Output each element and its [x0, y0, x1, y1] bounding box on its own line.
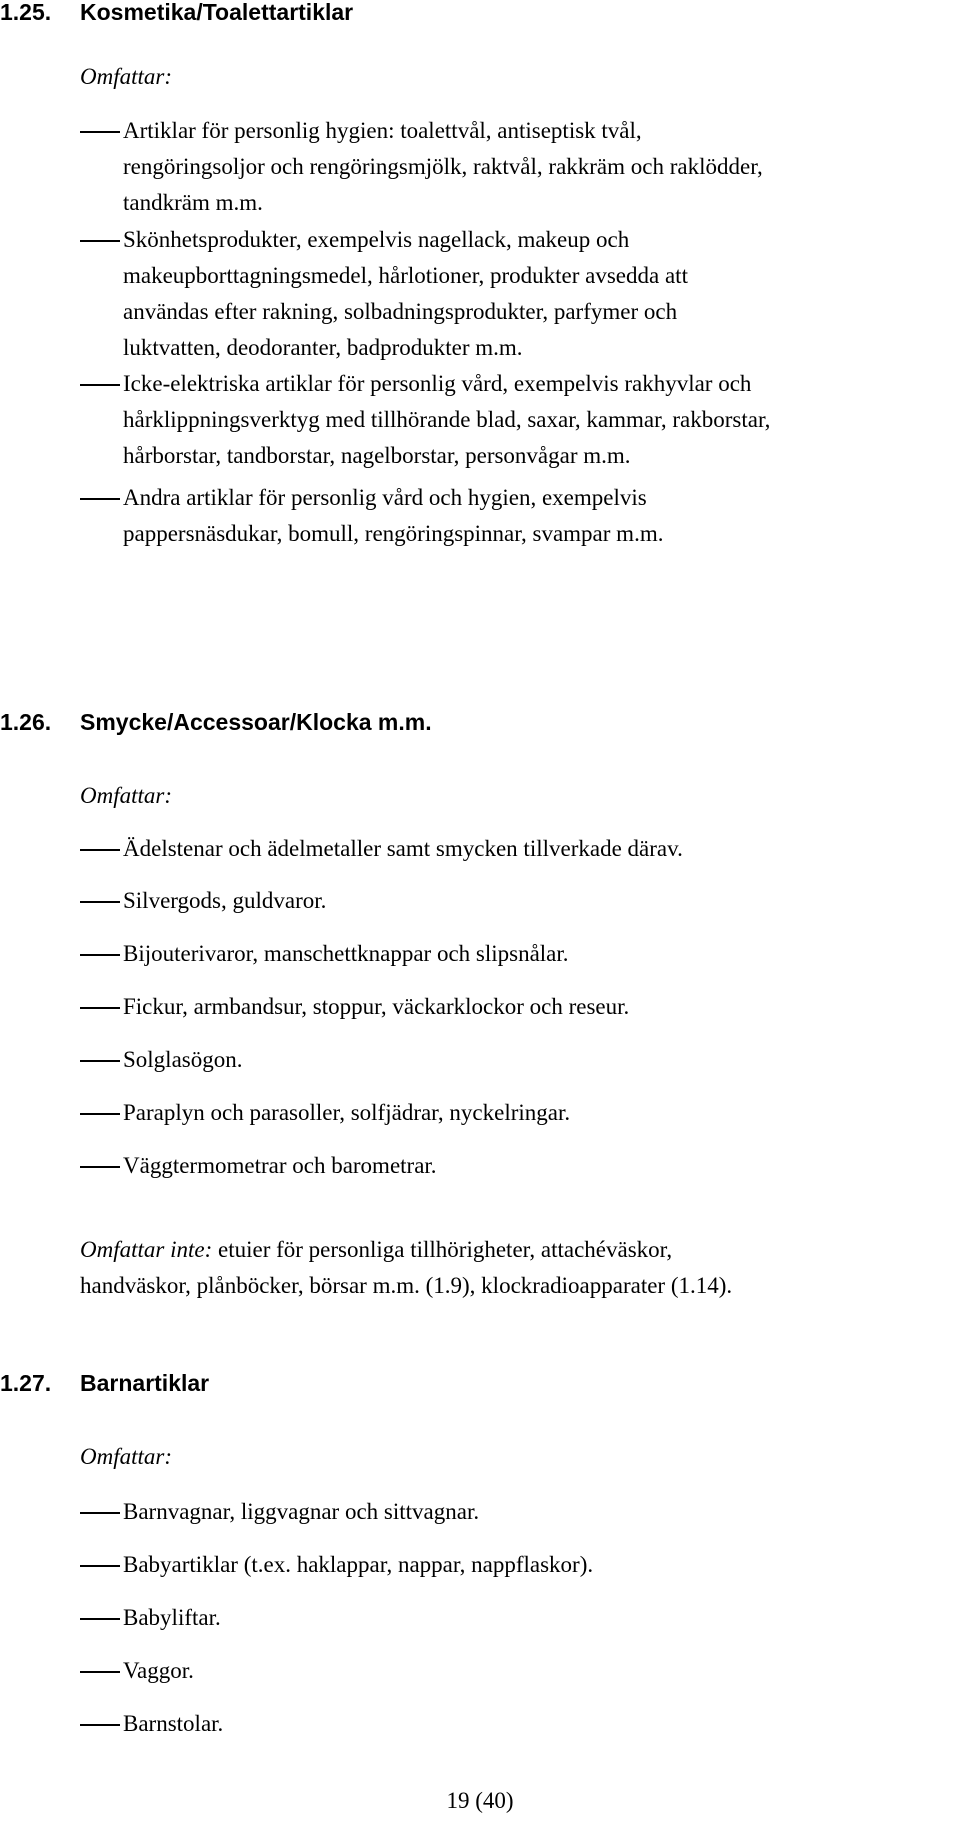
list-item-line: Paraplyn och parasoller, solfjädrar, nyckelringar.: [123, 1100, 571, 1125]
dash-bullet: [80, 1166, 120, 1168]
list-item-line: Väggtermometrar och barometrar.: [123, 1153, 437, 1178]
page-number: 19 (40): [446, 1788, 514, 1813]
dash-bullet: [80, 384, 120, 386]
list-item: [80, 1095, 960, 1131]
list-item: [80, 989, 960, 1025]
list-item-line: Babyartiklar (t.ex. haklappar, nappar, nappflaskor).: [123, 1552, 594, 1577]
list-item: [80, 480, 960, 552]
excludes-text-line-2: handväskor, plånböcker, börsar m.m. (1.9), klockradioapparater (1.14).: [80, 1273, 733, 1298]
section-number: 1.25.: [0, 0, 52, 25]
dash-bullet: [80, 901, 120, 903]
includes-label: Omfattar:: [80, 1444, 172, 1469]
dash-bullet: [80, 1565, 120, 1567]
list-item: [80, 1706, 960, 1742]
list-item-line: Artiklar för personlig hygien: toalettvål, antiseptisk tvål,: [123, 118, 642, 143]
excludes-text-line-1: etuier för personliga tillhörigheter, attachéväskor,: [212, 1237, 673, 1262]
dash-bullet: [80, 1724, 120, 1726]
section-title: Smycke/Accessoar/Klocka m.m.: [80, 709, 432, 735]
dash-bullet: [80, 1671, 120, 1673]
list-item: [80, 1600, 960, 1636]
list-item: [80, 1042, 960, 1078]
list-item-line: hårklippningsverktyg med tillhörande blad, saxar, kammar, rakborstar,: [123, 407, 771, 432]
list-item-line: rengöringsoljor och rengöringsmjölk, raktvål, rakkräm och raklödder,: [123, 154, 763, 179]
dash-bullet: [80, 240, 120, 242]
list-item-line: Solglasögon.: [123, 1047, 243, 1072]
dash-bullet: [80, 954, 120, 956]
excludes-paragraph: [80, 1232, 732, 1304]
list-item-line: pappersnäsdukar, bomull, rengöringspinnar, svampar m.m.: [123, 521, 664, 546]
dash-bullet: [80, 1113, 120, 1115]
excludes-label: Omfattar inte:: [80, 1237, 213, 1262]
list-item: [80, 831, 960, 867]
list-item-line: Ädelstenar och ädelmetaller samt smycken tillverkade därav.: [123, 836, 683, 861]
list-item-line: Fickur, armbandsur, stoppur, väckarklockor och reseur.: [123, 994, 630, 1019]
list-item-line: luktvatten, deodoranter, badprodukter m.m.: [123, 335, 523, 360]
list-item: [80, 113, 960, 221]
list-item-line: Vaggor.: [123, 1658, 194, 1683]
list-item-line: Barnvagnar, liggvagnar och sittvagnar.: [123, 1499, 480, 1524]
section-title: Barnartiklar: [80, 1370, 210, 1396]
list-item-line: Icke-elektriska artiklar för personlig vård, exempelvis rakhyvlar och: [123, 371, 752, 396]
list-item-line: Andra artiklar för personlig vård och hygien, exempelvis: [123, 485, 647, 510]
dash-bullet: [80, 1060, 120, 1062]
list-item-line: Silvergods, guldvaror.: [123, 888, 327, 913]
section-number: 1.27.: [0, 1370, 52, 1396]
list-item-line: Barnstolar.: [123, 1711, 224, 1736]
dash-bullet: [80, 1512, 120, 1514]
list-item: [80, 1148, 960, 1184]
includes-label: Omfattar:: [80, 64, 172, 89]
list-item-line: hårborstar, tandborstar, nagelborstar, personvågar m.m.: [123, 443, 631, 468]
list-item-line: Skönhetsprodukter, exempelvis nagellack, makeup och: [123, 227, 630, 252]
list-item: [80, 1494, 960, 1530]
dash-bullet: [80, 1618, 120, 1620]
dash-bullet: [80, 1007, 120, 1009]
includes-label: Omfattar:: [80, 783, 172, 808]
list-item-line: användas efter rakning, solbadningsprodukter, parfymer och: [123, 299, 678, 324]
list-item: [80, 936, 960, 972]
section-number: 1.26.: [0, 709, 52, 735]
list-item-line: Babyliftar.: [123, 1605, 221, 1630]
list-item: [80, 1653, 960, 1689]
list-item-line: Bijouterivaror, manschettknappar och slipsnålar.: [123, 941, 569, 966]
list-item: [80, 366, 960, 474]
list-item: [80, 222, 960, 366]
dash-bullet: [80, 498, 120, 500]
section-title: Kosmetika/Toalettartiklar: [80, 0, 354, 25]
list-item: [80, 883, 960, 919]
list-item: [80, 1547, 960, 1583]
list-item-line: tandkräm m.m.: [123, 190, 263, 215]
dash-bullet: [80, 131, 120, 133]
list-item-line: makeupborttagningsmedel, hårlotioner, produkter avsedda att: [123, 263, 688, 288]
dash-bullet: [80, 849, 120, 851]
